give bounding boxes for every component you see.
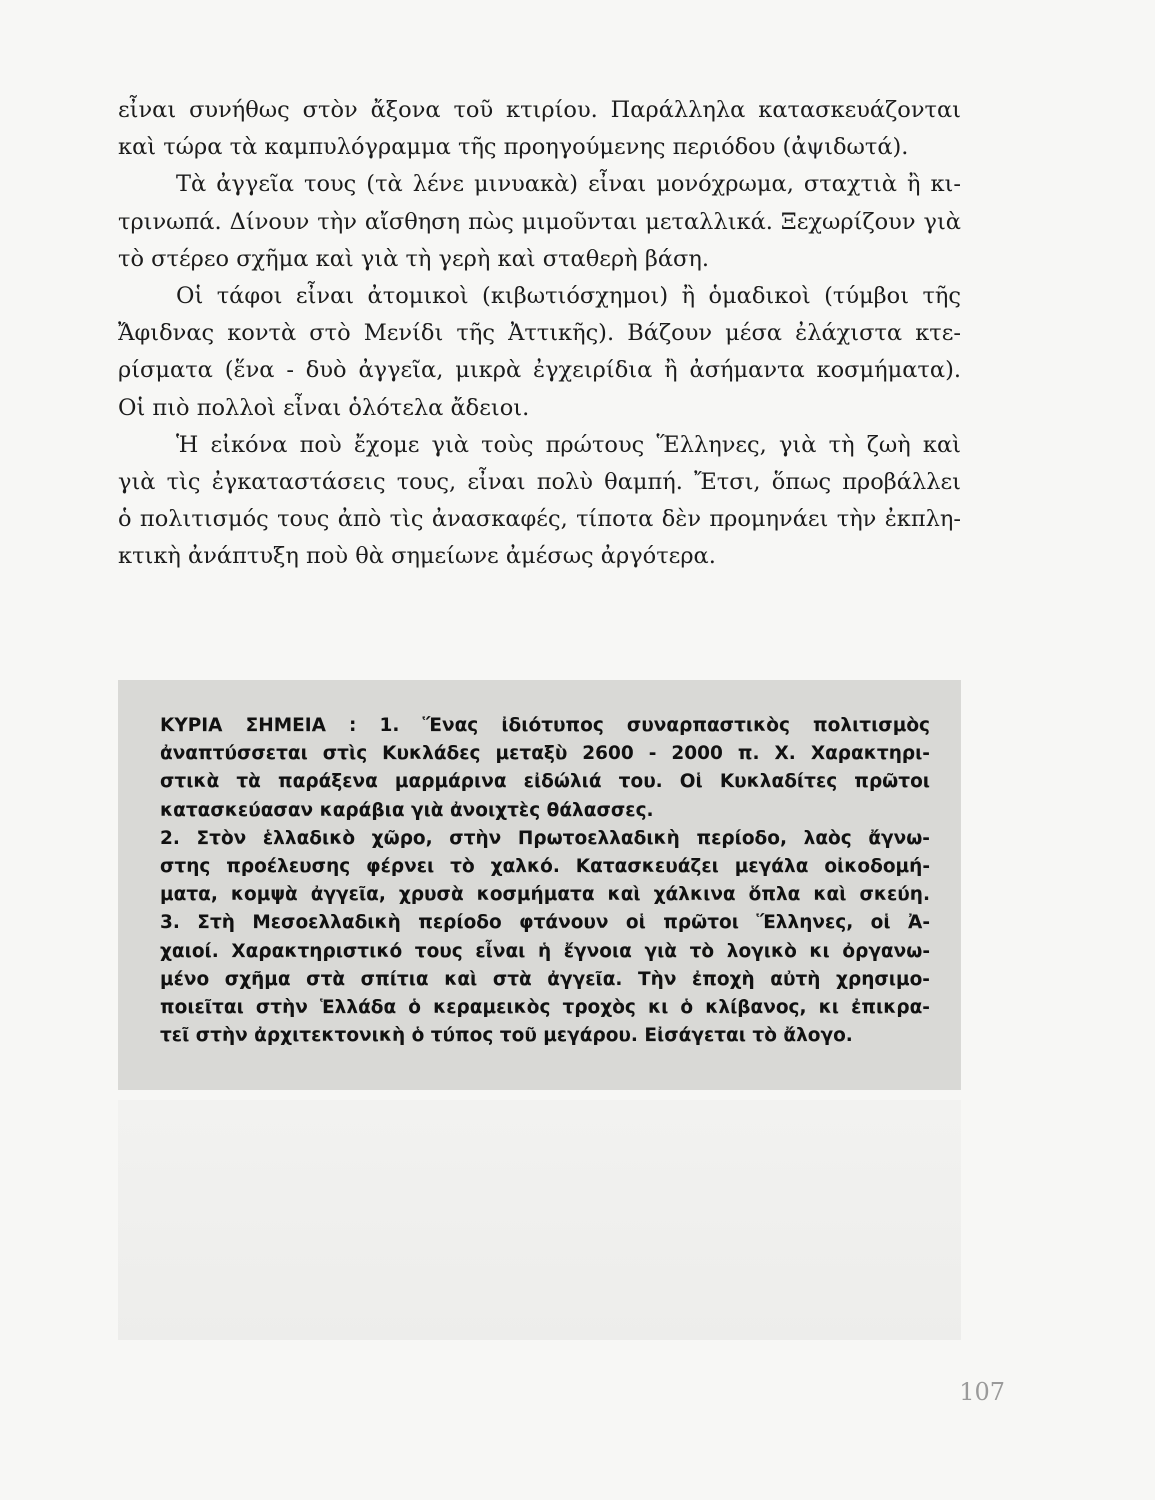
text-line: τρινωπά. Δίνουν τὴν αἴσθηση πὼς μιμοῦνται μεταλλικά. Ξεχωρίζουν γιὰ xyxy=(118,208,961,235)
key-point-line: κατασκεύασαν καράβια γιὰ ἀνοιχτὲς θάλασσες. xyxy=(160,799,654,821)
key-point-line: χαιοί. Χαρακτηριστικό τους εἶναι ἡ ἔγνοια γιὰ τὸ λογικὸ κι ὀργανω- xyxy=(160,940,930,962)
key-point-line: ποιεῖται στὴν Ἑλλάδα ὁ κεραμεικὸς τροχὸς κι ὁ κλίβανος, κι ἐπικρα- xyxy=(160,997,930,1019)
text-line: Ἄφιδνας κοντὰ στὸ Μενίδι τῆς Ἀττικῆς). Βάζουν μέσα ἐλάχιστα κτε- xyxy=(118,320,961,347)
key-point-line: ΚΥΡΙΑ ΣΗΜΕΙΑ : 1. Ἕνας ἰδιότυπος συναρπαστικὸς πολιτισμὸς xyxy=(160,715,930,736)
key-point-line: τεῖ στὴν ἀρχιτεκτονικὴ ὁ τύπος τοῦ μεγάρου. Εἰσάγεται τὸ ἄλογο. xyxy=(160,1025,853,1047)
text-line: εἶναι συνήθως στὸν ἄξονα τοῦ κτιρίου. Παράλληλα κατασκευάζονται xyxy=(118,97,961,123)
text-line: τὸ στέρεο σχῆμα καὶ γιὰ τὴ γερὴ καὶ σταθερὴ βάση. xyxy=(118,245,710,272)
text-line: καὶ τώρα τὰ καμπυλόγραμμα τῆς προηγούμενης περιόδου (ἀψιδωτά). xyxy=(118,134,909,161)
bleed-through-area xyxy=(118,1100,961,1340)
key-point-line: στης προέλευσης φέρνει τὸ χαλκό. Κατασκευάζει μεγάλα οἰκοδομή- xyxy=(160,856,930,878)
page-number: 107 xyxy=(959,1378,1005,1406)
main-text xyxy=(118,92,961,576)
key-points-text xyxy=(160,712,930,1050)
text-line: Τὰ ἀγγεῖα τους (τὰ λένε μινυακὰ) εἶναι μονόχρωμα, σταχτιὰ ἢ κι- xyxy=(176,171,961,198)
key-point-line: 3. Στὴ Μεσοελλαδικὴ περίοδο φτάνουν οἱ πρῶτοι Ἕλληνες, οἱ Ἀ- xyxy=(160,912,930,934)
text-line: Οἱ τάφοι εἶναι ἀτομικοὶ (κιβωτιόσχημοι) ἢ ὁμαδικοὶ (τύμβοι τῆς xyxy=(176,283,961,310)
key-point-line: στικὰ τὰ παράξενα μαρμάρινα εἰδώλιά του. Οἱ Κυκλαδίτες πρῶτοι xyxy=(160,771,930,793)
text-line: ρίσματα (ἕνα - δυὸ ἀγγεῖα, μικρὰ ἐγχειρίδια ἢ ἀσήμαντα κοσμήματα). xyxy=(118,357,961,384)
text-line: κτικὴ ἀνάπτυξη ποὺ θὰ σημείωνε ἀμέσως ἀργότερα. xyxy=(118,543,716,570)
text-line: Οἱ πιὸ πολλοὶ εἶναι ὁλότελα ἄδειοι. xyxy=(118,394,530,421)
paragraph-1 xyxy=(118,92,961,166)
text-line: Ἡ εἰκόνα ποὺ ἔχομε γιὰ τοὺς πρώτους Ἕλληνες, γιὰ τὴ ζωὴ καὶ xyxy=(176,431,961,458)
text-line: γιὰ τὶς ἐγκαταστάσεις τους, εἶναι πολὺ θαμπή. Ἔτσι, ὅπως προβάλλει xyxy=(118,469,961,496)
key-point-line: 2. Στὸν ἑλλαδικὸ χῶρο, στὴν Πρωτοελλαδικὴ περίοδο, λαὸς ἄγνω- xyxy=(160,827,930,849)
paragraph-3 xyxy=(118,278,961,427)
text-line: ὁ πολιτισμός τους ἀπὸ τὶς ἀνασκαφές, τίποτα δὲν προμηνάει τὴν ἐκπλη- xyxy=(118,506,961,533)
paragraph-4 xyxy=(118,427,961,576)
key-point-line: ἀναπτύσσεται στὶς Κυκλάδες μεταξὺ 2600 - 2000 π. Χ. Χαρακτηρι- xyxy=(160,743,930,765)
key-point-line: μένο σχῆμα στὰ σπίτια καὶ στὰ ἀγγεῖα. Τὴν ἐποχὴ αὐτὴ χρησιμο- xyxy=(160,968,930,990)
paragraph-2 xyxy=(118,166,961,278)
key-point-line: ματα, κομψὰ ἀγγεῖα, χρυσὰ κοσμήματα καὶ χάλκινα ὅπλα καὶ σκεύη. xyxy=(160,884,930,906)
